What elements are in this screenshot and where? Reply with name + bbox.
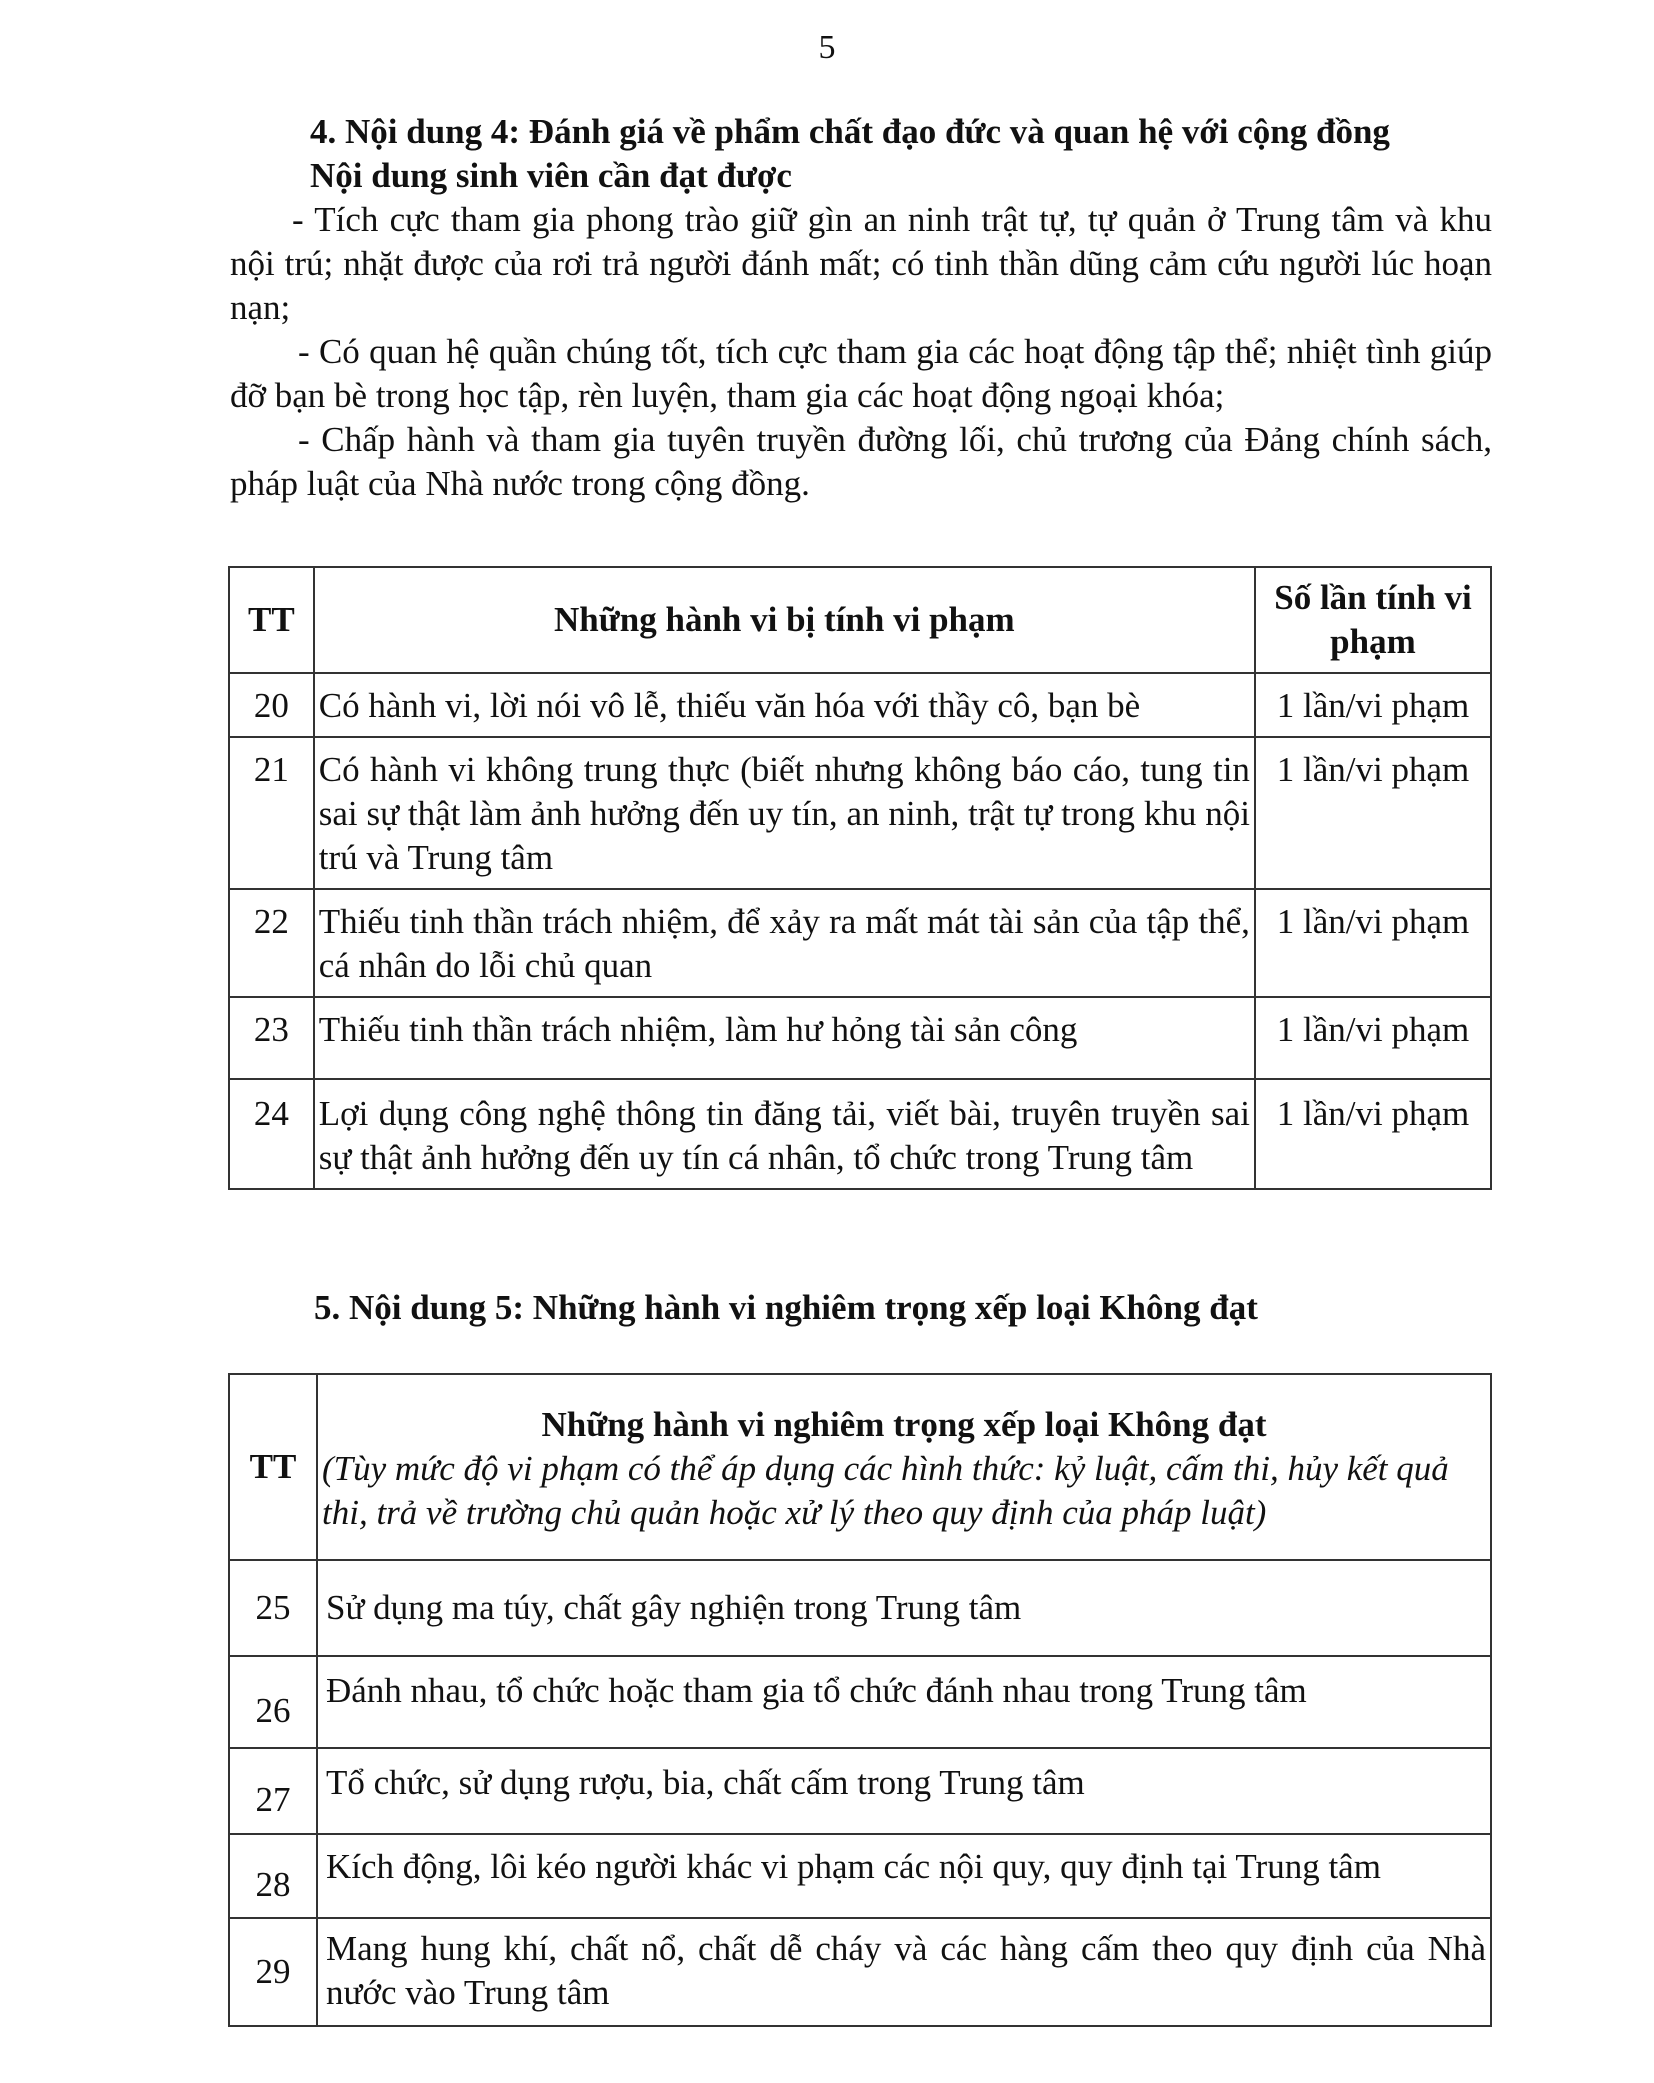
section-4-paragraph: - Tích cực tham gia phong trào giữ gìn an ninh trật tự, tự quản ở Trung tâm và khu nội trú; nhặt được của rơi trả người đánh mất; có tinh thần dũng cảm cứu người lúc hoạn nạn; <box>230 200 1492 327</box>
row-desc: Sử dụng ma túy, chất gây nghiện trong Trung tâm <box>317 1560 1491 1656</box>
row-desc: Đánh nhau, tổ chức hoặc tham gia tổ chức đánh nhau trong Trung tâm <box>317 1656 1491 1748</box>
header-count: Số lần tính vi phạm <box>1255 567 1491 673</box>
section-5 <box>230 1286 1492 1330</box>
section-4-paragraph: - Chấp hành và tham gia tuyên truyền đường lối, chủ trương của Đảng chính sách, pháp luật của Nhà nước trong cộng đồng. <box>230 420 1492 503</box>
row-tt: 21 <box>229 737 314 889</box>
serious-violations-table <box>228 1373 1492 2027</box>
row-count: 1 lần/vi phạm <box>1255 673 1491 737</box>
row-desc: Thiếu tinh thần trách nhiệm, làm hư hỏng tài sản công <box>314 997 1255 1079</box>
header-behavior: Những hành vi bị tính vi phạm <box>314 567 1255 673</box>
violations-table <box>228 566 1492 1190</box>
table-row <box>229 1560 1491 1656</box>
row-count: 1 lần/vi phạm <box>1255 1079 1491 1189</box>
row-tt: 20 <box>229 673 314 737</box>
header-title: Những hành vi nghiêm trọng xếp loại Không đạt <box>541 1405 1267 1444</box>
section-4 <box>230 110 1492 506</box>
header-note: (Tùy mức độ vi phạm có thể áp dụng các hình thức: kỷ luật, cấm thi, hủy kết quả thi, trả về trường chủ quản hoặc xử lý theo quy định của pháp luật) <box>322 1449 1449 1532</box>
row-desc: Thiếu tinh thần trách nhiệm, để xảy ra mất mát tài sản của tập thể, cá nhân do lỗi chủ quan <box>314 889 1255 997</box>
row-desc: Tổ chức, sử dụng rượu, bia, chất cấm trong Trung tâm <box>317 1748 1491 1834</box>
section-5-heading: 5. Nội dung 5: Những hành vi nghiêm trọng xếp loại Không đạt <box>314 1288 1258 1327</box>
section-4-heading: 4. Nội dung 4: Đánh giá về phẩm chất đạo đức và quan hệ với cộng đồng <box>310 112 1390 151</box>
row-tt: 27 <box>229 1748 317 1834</box>
table-row <box>229 737 1491 889</box>
header-tt: TT <box>229 567 314 673</box>
row-desc: Có hành vi, lời nói vô lễ, thiếu văn hóa với thầy cô, bạn bè <box>314 673 1255 737</box>
row-count: 1 lần/vi phạm <box>1255 889 1491 997</box>
row-tt: 24 <box>229 1079 314 1189</box>
table-row <box>229 997 1491 1079</box>
section-4-paragraph: - Có quan hệ quần chúng tốt, tích cực tham gia các hoạt động tập thể; nhiệt tình giúp đỡ bạn bè trong học tập, rèn luyện, tham gia các hoạt động ngoại khóa; <box>230 332 1492 415</box>
header-behavior <box>317 1374 1491 1560</box>
header-tt: TT <box>229 1374 317 1560</box>
row-tt: 22 <box>229 889 314 997</box>
table-row <box>229 1079 1491 1189</box>
table-row <box>229 1748 1491 1834</box>
row-desc: Có hành vi không trung thực (biết nhưng không báo cáo, tung tin sai sự thật làm ảnh hưởng đến uy tín, an ninh, trật tự trong khu nội trú và Trung tâm <box>314 737 1255 889</box>
table-row <box>229 673 1491 737</box>
row-desc: Kích động, lôi kéo người khác vi phạm các nội quy, quy định tại Trung tâm <box>317 1834 1491 1918</box>
row-tt: 25 <box>229 1560 317 1656</box>
row-count: 1 lần/vi phạm <box>1255 997 1491 1079</box>
row-desc: Lợi dụng công nghệ thông tin đăng tải, viết bài, truyên truyền sai sự thật ảnh hưởng đến uy tín cá nhân, tổ chức trong Trung tâm <box>314 1079 1255 1189</box>
table-row <box>229 1834 1491 1918</box>
table-header-row <box>229 567 1491 673</box>
section-4-subheading: Nội dung sinh viên cần đạt được <box>310 156 792 195</box>
table-row <box>229 1656 1491 1748</box>
table-row <box>229 1918 1491 2026</box>
row-desc: Mang hung khí, chất nổ, chất dễ cháy và các hàng cấm theo quy định của Nhà nước vào Trung tâm <box>317 1918 1491 2026</box>
row-tt: 23 <box>229 997 314 1079</box>
row-count: 1 lần/vi phạm <box>1255 737 1491 889</box>
row-tt: 26 <box>229 1656 317 1748</box>
row-tt: 28 <box>229 1834 317 1918</box>
row-tt: 29 <box>229 1918 317 2026</box>
table-header-row <box>229 1374 1491 1560</box>
table-row <box>229 889 1491 997</box>
page-number: 5 <box>818 29 836 66</box>
